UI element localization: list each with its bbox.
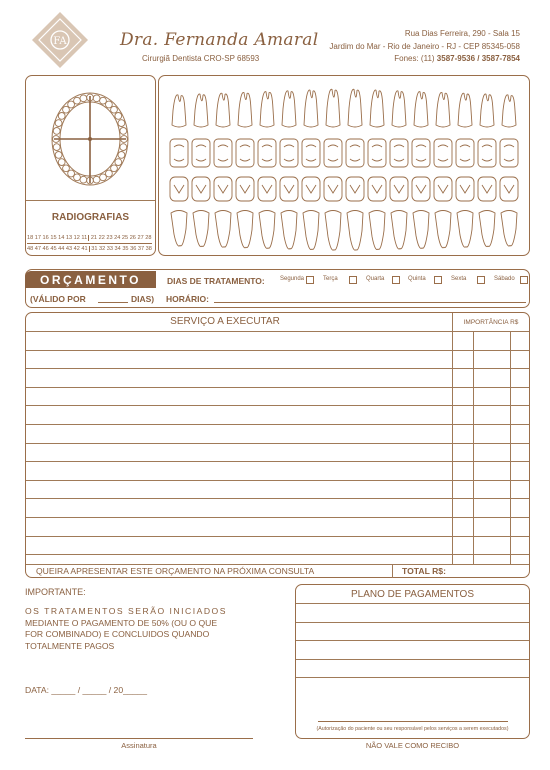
arch-tooth [58,159,65,166]
arch-tooth [120,128,127,135]
importante-line: OS TRATAMENTOS SERÃO INICIADOS [25,606,227,616]
lower-tooth-side[interactable] [479,211,495,247]
logo-initials: FA [53,36,67,47]
servico-row-line[interactable] [26,517,529,518]
teeth-upper-right: 18 17 16 15 14 13 12 11 [27,235,88,241]
dental-arch-icon [40,86,140,192]
day-label: Sexta [451,276,467,282]
teeth-lower-left: 31 32 33 34 35 36 37 38 [91,246,152,252]
arch-tooth [55,120,62,127]
upper-tooth-occlusal[interactable] [412,139,430,167]
day-label: Quarta [366,276,385,282]
servico-row-line[interactable] [26,498,529,499]
total-label: TOTAL R$: [402,566,446,576]
assinatura-line[interactable] [25,738,253,739]
upper-tooth-occlusal[interactable] [434,139,452,167]
tooth-groove [218,185,228,193]
lower-tooth-occlusal[interactable] [346,177,364,201]
tooth-groove [460,145,470,161]
lower-tooth-side[interactable] [435,211,451,248]
upper-tooth-occlusal[interactable] [324,139,342,167]
arch-tooth [115,113,122,120]
servico-row-line[interactable] [26,443,529,444]
lower-tooth-side[interactable] [281,211,297,249]
arch-tooth [106,101,113,108]
plano-title: PLANO DE PAGAMENTOS [351,589,474,600]
importante-line: TOTALMENTE PAGOS [25,640,115,651]
servico-row-line[interactable] [26,368,529,369]
lower-tooth-side[interactable] [303,211,319,250]
importante-title: IMPORTANTE: [25,587,86,597]
upper-tooth-side[interactable] [502,95,516,127]
servico-row-line[interactable] [26,350,529,351]
upper-tooth-side[interactable] [304,90,318,127]
tooth-groove [196,185,206,193]
odontogram[interactable] [160,77,528,254]
lower-tooth-occlusal[interactable] [478,177,496,201]
tooth-groove [174,145,184,161]
lower-tooth-side[interactable] [391,211,407,249]
upper-tooth-occlusal[interactable] [368,139,386,167]
upper-tooth-occlusal[interactable] [456,139,474,167]
plano-row-line[interactable] [296,603,529,604]
arch-tooth [55,152,62,159]
servico-row-line[interactable] [26,405,529,406]
servico-row-line[interactable] [26,554,529,555]
horario-field[interactable] [214,302,526,303]
arch-tooth [68,170,75,177]
arch-tooth [74,97,81,104]
servico-row-line[interactable] [26,331,529,332]
upper-tooth-side[interactable] [326,89,340,127]
tooth-groove [460,185,470,193]
tooth-groove [394,145,404,161]
assinatura-label: Assinatura [121,741,157,750]
plano-box [295,584,530,739]
servico-row-line[interactable] [26,480,529,481]
arch-tooth [111,165,118,172]
lower-tooth-occlusal[interactable] [434,177,452,201]
col-divider-2 [473,331,474,564]
arch-tooth [93,95,100,102]
logo [30,10,90,70]
upper-tooth-side[interactable] [414,92,428,127]
upper-tooth-occlusal[interactable] [170,139,188,167]
lower-tooth-side[interactable] [457,211,473,248]
upper-tooth-occlusal[interactable] [302,139,320,167]
lower-tooth-side[interactable] [215,211,231,248]
arch-tooth [118,120,125,127]
day-checkbox[interactable] [434,276,442,284]
tooth-groove [438,185,448,193]
plano-row-line[interactable] [296,622,529,623]
radiografias-divider [26,200,155,201]
lower-tooth-occlusal[interactable] [280,177,298,201]
dias-label: DIAS DE TRATAMENTO: [167,276,265,286]
tooth-groove [328,145,338,161]
upper-tooth-occlusal[interactable] [478,139,496,167]
logo-diamond-icon [30,10,90,70]
upper-tooth-occlusal[interactable] [258,139,276,167]
radiografias-row-lower [27,243,152,254]
tooth-groove [350,145,360,161]
radiografias-row-upper [27,233,152,243]
upper-tooth-side[interactable] [282,91,296,127]
tooth-groove [240,185,250,193]
upper-tooth-side[interactable] [458,93,472,127]
day-checkbox[interactable] [477,276,485,284]
arch-tooth [115,159,122,166]
importancia-header: IMPORTÂNCIA R$ [463,319,519,326]
tooth-groove [262,145,272,161]
lower-tooth-side[interactable] [171,211,187,247]
arch-tooth [120,144,127,151]
upper-tooth-side[interactable] [238,92,252,127]
servico-row-line[interactable] [26,536,529,537]
arch-tooth [80,176,87,183]
doctor-name: Dra. Fernanda Amaral [120,30,319,50]
tooth-groove [504,185,514,193]
tooth-groove [306,145,316,161]
phone1: 3587-9536 [436,54,476,63]
upper-tooth-side[interactable] [392,91,406,127]
phone2: 3587-7854 [481,54,520,63]
arch-tooth [93,176,100,183]
upper-tooth-side[interactable] [172,95,186,127]
day-label: Quinta [408,276,426,282]
address-line1: Rua Dias Ferreira, 290 - Sala 15 [404,29,520,38]
valido-days-field[interactable] [98,302,128,303]
doctor-subtitle: Cirurgiã Dentista CRO-SP 68593 [142,54,260,63]
teeth-upper-left: 21 22 23 24 25 26 27 28 [90,235,152,241]
lower-tooth-side[interactable] [369,211,385,250]
tooth-groove [482,185,492,193]
horario-label: HORÁRIO: [166,294,209,304]
upper-tooth-occlusal[interactable] [280,139,298,167]
day-label: Terça [323,276,338,282]
tooth-groove [482,145,492,161]
tooth-groove [372,185,382,193]
arch-tooth [63,106,70,113]
lower-tooth-side[interactable] [501,211,517,247]
upper-tooth-side[interactable] [216,93,230,127]
tooth-groove [284,145,294,161]
lower-tooth-occlusal[interactable] [368,177,386,201]
arch-tooth [63,165,70,172]
lower-tooth-side[interactable] [325,211,341,251]
data-field[interactable]: DATA: _____ / _____ / 20_____ [25,685,147,695]
valido-prefix: (VÁLIDO POR [30,294,86,304]
lower-tooth-occlusal[interactable] [192,177,210,201]
upper-tooth-side[interactable] [260,92,274,127]
lower-tooth-occlusal[interactable] [302,177,320,201]
plano-signature-line[interactable] [318,721,508,722]
plano-row-line[interactable] [296,640,529,641]
teeth-lower-right: 48 47 46 45 44 43 42 41 [27,246,88,252]
upper-tooth-side[interactable] [480,94,494,127]
servico-table [25,312,530,578]
phones-sep: / [475,54,482,63]
lower-tooth-side[interactable] [193,211,209,247]
lower-tooth-side[interactable] [347,211,363,251]
nao-vale-label: NÃO VALE COMO RECIBO [365,741,460,750]
tooth-groove [504,145,514,161]
importante-text [25,606,227,652]
address-block [329,28,520,66]
servico-footer-divider [26,564,529,565]
upper-tooth-side[interactable] [194,94,208,127]
arch-tooth [53,128,60,135]
day-checkbox[interactable] [349,276,357,284]
importante-line: MEDIANTE O PAGAMENTO DE 50% (OU O QUE [25,617,218,628]
col-divider-3 [510,331,511,564]
upper-tooth-occlusal[interactable] [236,139,254,167]
radiografias-grid [27,233,152,254]
tooth-groove [328,185,338,193]
orcamento-title: ORÇAMENTO [40,273,141,287]
tooth-groove [372,145,382,161]
day-label: Segunda [280,276,305,282]
upper-tooth-occlusal[interactable] [390,139,408,167]
tooth-groove [394,185,404,193]
col-divider-main [452,313,453,564]
plano-row-line[interactable] [296,659,529,660]
address-line2: Jardim do Mar - Rio de Janeiro - RJ - CEP 85345-058 [329,41,520,51]
arch-tooth [58,113,65,120]
tooth-groove [240,145,250,161]
arch-tooth [111,106,118,113]
upper-tooth-side[interactable] [436,92,450,127]
upper-tooth-occlusal[interactable] [346,139,364,167]
lower-tooth-occlusal[interactable] [456,177,474,201]
importante-line: FOR COMBINADO) E CONCLUIDOS QUANDO [25,629,210,639]
lower-tooth-occlusal[interactable] [390,177,408,201]
day-label: Sábado [494,276,515,282]
lower-tooth-side[interactable] [237,211,253,248]
servico-row-line[interactable] [26,461,529,462]
servico-row-line[interactable] [26,387,529,388]
servico-footer-text: QUEIRA APRESENTAR ESTE ORÇAMENTO NA PRÓXIMA CONSULTA [36,566,315,576]
tooth-groove [416,145,426,161]
valido-suffix: DIAS) [131,294,155,304]
lower-tooth-occlusal[interactable] [170,177,188,201]
day-checkbox[interactable] [306,276,314,284]
lower-tooth-occlusal[interactable] [214,177,232,201]
tooth-groove [218,145,228,161]
lower-tooth-occlusal[interactable] [258,177,276,201]
arch-tooth [53,144,60,151]
arch-tooth [100,174,107,181]
total-divider [392,564,393,578]
arch-tooth [118,152,125,159]
lower-tooth-side[interactable] [413,211,429,249]
plano-row-line[interactable] [296,677,529,678]
upper-tooth-occlusal[interactable] [500,139,518,167]
upper-tooth-side[interactable] [348,89,362,127]
tooth-groove [262,185,272,193]
radiografias-title: RADIOGRAFIAS [51,212,130,223]
tooth-groove [438,145,448,161]
lower-tooth-occlusal[interactable] [500,177,518,201]
upper-tooth-side[interactable] [370,90,384,127]
servico-row-line[interactable] [26,424,529,425]
tooth-groove [284,185,294,193]
arch-tooth [80,95,87,102]
tooth-groove [350,185,360,193]
day-checkbox[interactable] [392,276,400,284]
servico-header: SERVIÇO A EXECUTAR [170,316,280,327]
lower-tooth-side[interactable] [259,211,275,249]
phones [329,53,520,66]
tooth-groove [196,145,206,161]
tooth-groove [416,185,426,193]
phones-prefix: Fones: (11) [394,54,437,63]
upper-tooth-occlusal[interactable] [214,139,232,167]
tooth-groove [306,185,316,193]
plano-autorizacao: (Autorização do paciente ou seu responsável pelos serviços a serem executados) [316,726,509,732]
day-checkbox[interactable] [520,276,528,284]
tooth-groove [174,185,184,193]
lower-tooth-occlusal[interactable] [412,177,430,201]
lower-tooth-occlusal[interactable] [236,177,254,201]
upper-tooth-occlusal[interactable] [192,139,210,167]
lower-tooth-occlusal[interactable] [324,177,342,201]
